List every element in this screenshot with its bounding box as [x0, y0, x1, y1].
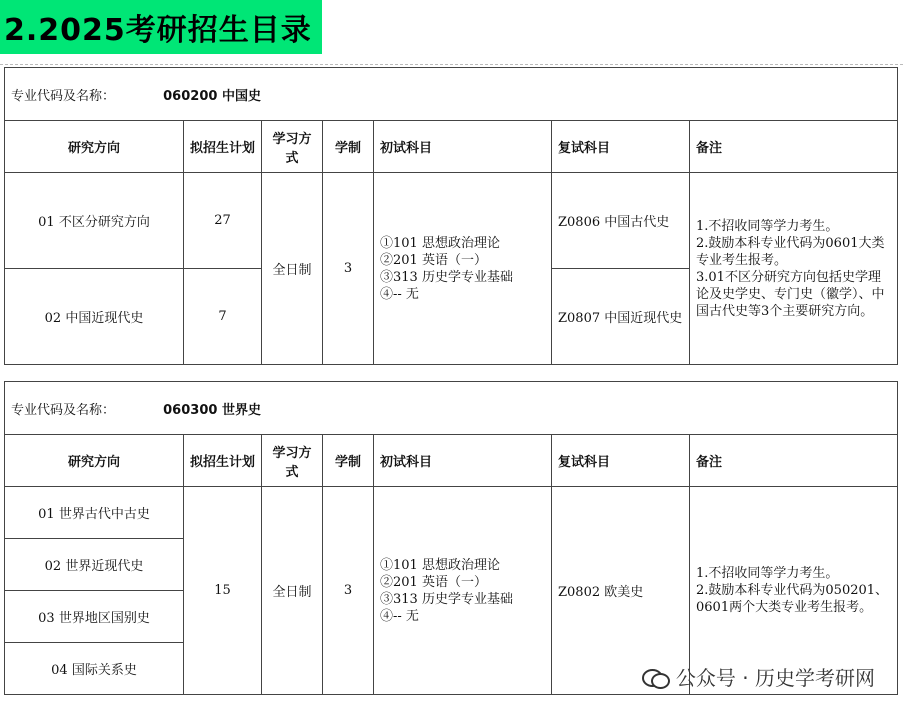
header-mode: 学习方式: [262, 435, 323, 487]
major-code-value: 060300 世界史: [163, 402, 261, 418]
years-cell: 3: [323, 173, 374, 365]
header-plan: 拟招生计划: [184, 435, 262, 487]
major-code-label: 专业代码及名称：: [11, 88, 116, 104]
initial-subject: ②201 英语（一）: [380, 252, 487, 268]
header-notes: 备注: [690, 435, 898, 487]
initial-subjects-cell: [374, 173, 552, 365]
retest-cell: Z0802 欧美史: [552, 487, 690, 695]
initial-subject: ③313 历史学专业基础: [380, 591, 513, 607]
direction-cell: 02 世界近现代史: [5, 539, 184, 591]
major-code-row: [5, 382, 898, 435]
page-title-banner: [0, 0, 322, 54]
header-initial: 初试科目: [374, 435, 552, 487]
header-row: [5, 121, 898, 173]
initial-subject: ①101 思想政治理论: [380, 235, 500, 251]
major-code-row: [5, 68, 898, 121]
initial-subjects-cell: [374, 487, 552, 695]
header-row: [5, 435, 898, 487]
header-mode: 学习方式: [262, 121, 323, 173]
header-initial: 初试科目: [374, 121, 552, 173]
retest-cell: Z0807 中国近现代史: [552, 269, 690, 365]
header-years: 学制: [323, 435, 374, 487]
major-table-060300: [4, 381, 898, 695]
plan-cell: 15: [184, 487, 262, 695]
header-direction: 研究方向: [5, 435, 184, 487]
watermark: [642, 662, 875, 691]
direction-cell: 03 世界地区国别史: [5, 591, 184, 643]
header-retest: 复试科目: [552, 435, 690, 487]
notes-cell: [690, 173, 898, 365]
direction-cell: 04 国际关系史: [5, 643, 184, 695]
table-row: [5, 487, 898, 539]
major-table-060200: [4, 67, 898, 365]
note-line: 1.不招收同等学力考生。: [696, 566, 839, 581]
plan-cell: 27: [184, 173, 262, 269]
plan-cell: 7: [184, 269, 262, 365]
initial-subject: ③313 历史学专业基础: [380, 269, 513, 285]
header-plan: 拟招生计划: [184, 121, 262, 173]
header-retest: 复试科目: [552, 121, 690, 173]
initial-subject: ④-- 无: [380, 286, 419, 302]
retest-cell: Z0806 中国古代史: [552, 173, 690, 269]
initial-subject: ④-- 无: [380, 608, 419, 624]
initial-subject: ①101 思想政治理论: [380, 557, 500, 573]
mode-cell: 全日制: [262, 173, 323, 365]
mode-cell: 全日制: [262, 487, 323, 695]
divider: [0, 64, 903, 65]
wechat-icon: [642, 667, 668, 687]
note-line: 3.01不区分研究方向包括史学理论及史学史、专门史（徽学）、中国古代史等3个主要研究方向。: [696, 269, 885, 319]
direction-cell: 02 中国近现代史: [5, 269, 184, 365]
table-row: [5, 173, 898, 269]
direction-cell: 01 不区分研究方向: [5, 173, 184, 269]
note-line: 2.鼓励本科专业代码为0601大类专业考生报考。: [696, 235, 885, 268]
header-notes: 备注: [690, 121, 898, 173]
major-code-label: 专业代码及名称：: [11, 402, 116, 418]
header-years: 学制: [323, 121, 374, 173]
initial-subject: ②201 英语（一）: [380, 574, 487, 590]
header-direction: 研究方向: [5, 121, 184, 173]
note-line: 2.鼓励本科专业代码为050201、0601两个大类专业考生报考。: [696, 583, 889, 615]
page-title: 2.2025考研招生目录: [4, 13, 312, 48]
major-code-value: 060200 中国史: [163, 88, 261, 104]
years-cell: 3: [323, 487, 374, 695]
note-line: 1.不招收同等学力考生。: [696, 218, 839, 234]
watermark-text: 公众号 · 历史学考研网: [675, 666, 875, 690]
direction-cell: 01 世界古代中古史: [5, 487, 184, 539]
